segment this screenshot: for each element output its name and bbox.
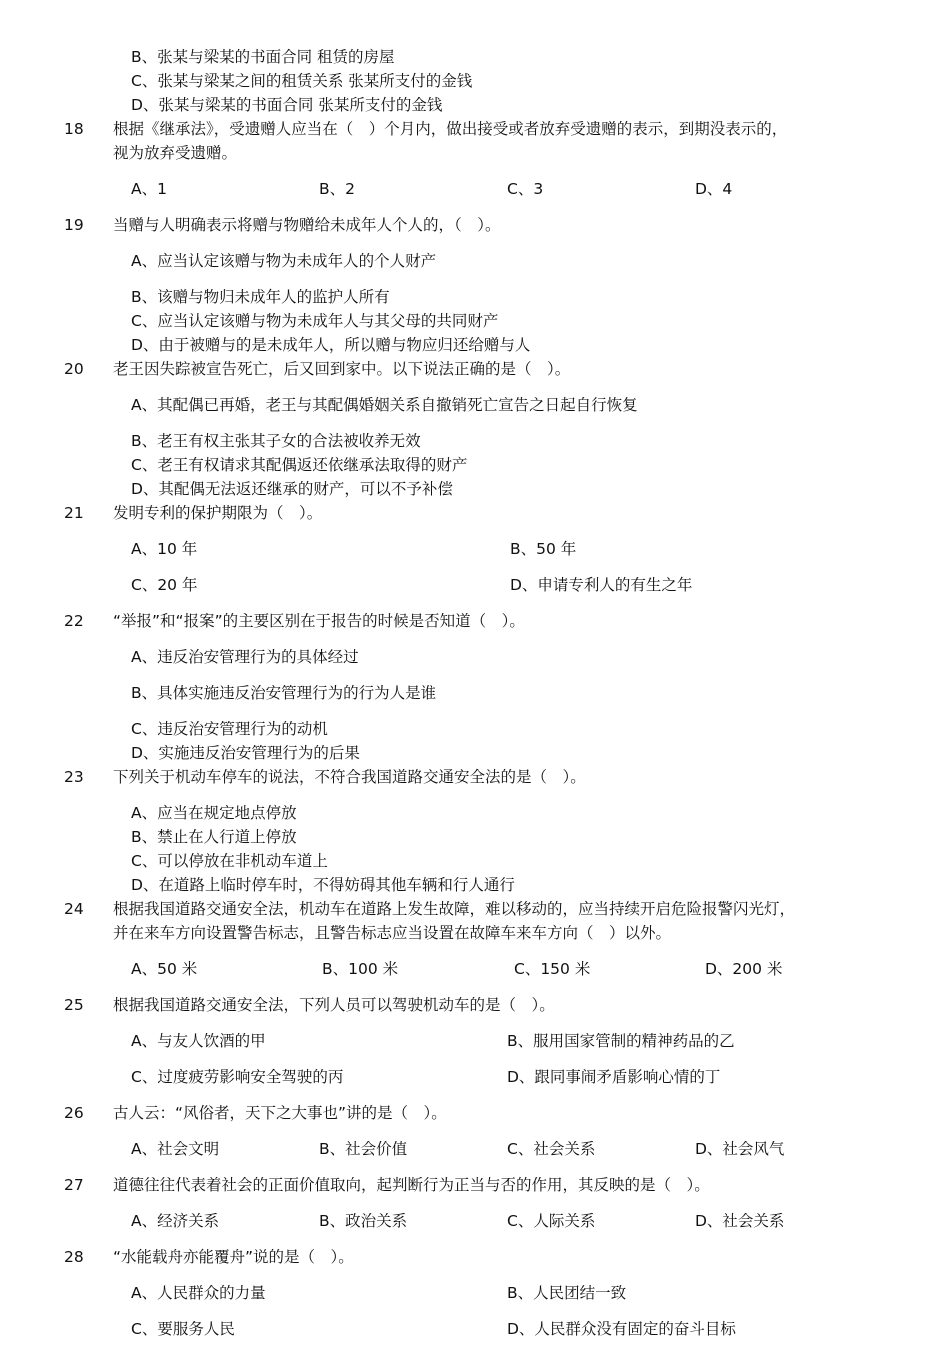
q23-option-c: C、可以停放在非机动车道上 (131, 852, 328, 870)
q20-option-c: C、老王有权请求其配偶返还依继承法取得的财产 (131, 456, 468, 474)
q21-stem: 发明专利的保护期限为（ ）。 (113, 504, 323, 522)
q25-option-a: A、与友人饮酒的甲 (131, 1032, 266, 1050)
q26-option-d: D、社会风气 (695, 1140, 785, 1158)
q21-option-a: A、10 年 (131, 540, 198, 558)
q22-number: 22 (64, 612, 84, 630)
q22-option-d: D、实施违反治安管理行为的后果 (131, 744, 360, 762)
q25-option-c: C、过度疲劳影响安全驾驶的丙 (131, 1068, 344, 1086)
q18-option-c: C、3 (507, 180, 544, 198)
q28-stem: “水能载舟亦能覆舟”说的是（ ）。 (113, 1248, 354, 1266)
q21-option-c: C、20 年 (131, 576, 198, 594)
q27-option-c: C、人际关系 (507, 1212, 596, 1230)
q21-option-b: B、50 年 (510, 540, 577, 558)
q24-option-b: B、100 米 (322, 960, 399, 978)
q26-option-b: B、社会价值 (319, 1140, 408, 1158)
q23-option-d: D、在道路上临时停车时，不得妨碍其他车辆和行人通行 (131, 876, 515, 894)
q28-option-a: A、人民群众的力量 (131, 1284, 266, 1302)
q17-option-c: C、张某与梁某之间的租赁关系 张某所支付的金钱 (131, 72, 473, 90)
q26-stem: 古人云：“风俗者，天下之大事也”讲的是（ ）。 (113, 1104, 447, 1122)
q17-option-b: B、张某与梁某的书面合同 租赁的房屋 (131, 48, 395, 66)
q27-option-a: A、经济关系 (131, 1212, 220, 1230)
q18-stem-cont: 视为放弃受遗赠。 (113, 144, 238, 162)
q24-option-d: D、200 米 (705, 960, 783, 978)
q18-option-b: B、2 (319, 180, 355, 198)
q25-option-b: B、服用国家管制的精神药品的乙 (507, 1032, 735, 1050)
q28-number: 28 (64, 1248, 84, 1266)
q23-stem: 下列关于机动车停车的说法，不符合我国道路交通安全法的是（ ）。 (113, 768, 586, 786)
q25-stem: 根据我国道路交通安全法，下列人员可以驾驶机动车的是（ ）。 (113, 996, 555, 1014)
q26-option-a: A、社会文明 (131, 1140, 220, 1158)
q17-option-d: D、张某与梁某的书面合同 张某所支付的金钱 (131, 96, 443, 114)
q22-option-b: B、具体实施违反治安管理行为的行为人是谁 (131, 684, 437, 702)
q27-option-b: B、政治关系 (319, 1212, 408, 1230)
q18-number: 18 (64, 120, 84, 138)
q27-option-d: D、社会关系 (695, 1212, 785, 1230)
q25-number: 25 (64, 996, 84, 1014)
q20-option-a: A、其配偶已再婚，老王与其配偶婚姻关系自撤销死亡宣告之日起自行恢复 (131, 396, 638, 414)
q24-option-c: C、150 米 (514, 960, 591, 978)
q24-stem: 根据我国道路交通安全法，机动车在道路上发生故障，难以移动的，应当持续开启危险报警闪光灯， (113, 900, 796, 918)
q19-option-c: C、应当认定该赠与物为未成年人与其父母的共同财产 (131, 312, 499, 330)
q20-option-d: D、其配偶无法返还继承的财产，可以不予补偿 (131, 480, 453, 498)
q19-option-a: A、应当认定该赠与物为未成年人的个人财产 (131, 252, 437, 270)
q18-stem: 根据《继承法》，受遗赠人应当在（ ）个月内，做出接受或者放弃受遗赠的表示，到期没表示的， (113, 120, 788, 138)
q19-stem: 当赠与人明确表示将赠与物赠给未成年人个人的，（ ）。 (113, 216, 501, 234)
q20-stem: 老王因失踪被宣告死亡，后又回到家中。以下说法正确的是（ ）。 (113, 360, 571, 378)
q24-stem-cont: 并在来车方向设置警告标志，且警告标志应当设置在故障车来车方向（ ）以外。 (113, 924, 672, 942)
q23-option-a: A、应当在规定地点停放 (131, 804, 297, 822)
q20-option-b: B、老王有权主张其子女的合法被收养无效 (131, 432, 421, 450)
q24-number: 24 (64, 900, 84, 918)
q19-option-b: B、该赠与物归未成年人的监护人所有 (131, 288, 390, 306)
q22-option-c: C、违反治安管理行为的动机 (131, 720, 328, 738)
q21-option-d: D、申请专利人的有生之年 (510, 576, 693, 594)
q22-option-a: A、违反治安管理行为的具体经过 (131, 648, 359, 666)
q27-number: 27 (64, 1176, 84, 1194)
q27-stem: 道德往往代表着社会的正面价值取向，起判断行为正当与否的作用，其反映的是（ ）。 (113, 1176, 710, 1194)
q21-number: 21 (64, 504, 84, 522)
q23-option-b: B、禁止在人行道上停放 (131, 828, 297, 846)
q18-option-d: D、4 (695, 180, 733, 198)
q26-number: 26 (64, 1104, 84, 1122)
q25-option-d: D、跟同事闹矛盾影响心情的丁 (507, 1068, 721, 1086)
q23-number: 23 (64, 768, 84, 786)
q26-option-c: C、社会关系 (507, 1140, 596, 1158)
q20-number: 20 (64, 360, 84, 378)
q22-stem: “举报”和“报案”的主要区别在于报告的时候是否知道（ ）。 (113, 612, 525, 630)
q19-number: 19 (64, 216, 84, 234)
q28-option-b: B、人民团结一致 (507, 1284, 627, 1302)
q19-option-d: D、由于被赠与的是未成年人，所以赠与物应归还给赠与人 (131, 336, 531, 354)
q28-option-d: D、人民群众没有固定的奋斗目标 (507, 1320, 736, 1338)
q24-option-a: A、50 米 (131, 960, 198, 978)
q18-option-a: A、1 (131, 180, 167, 198)
q28-option-c: C、要服务人民 (131, 1320, 235, 1338)
